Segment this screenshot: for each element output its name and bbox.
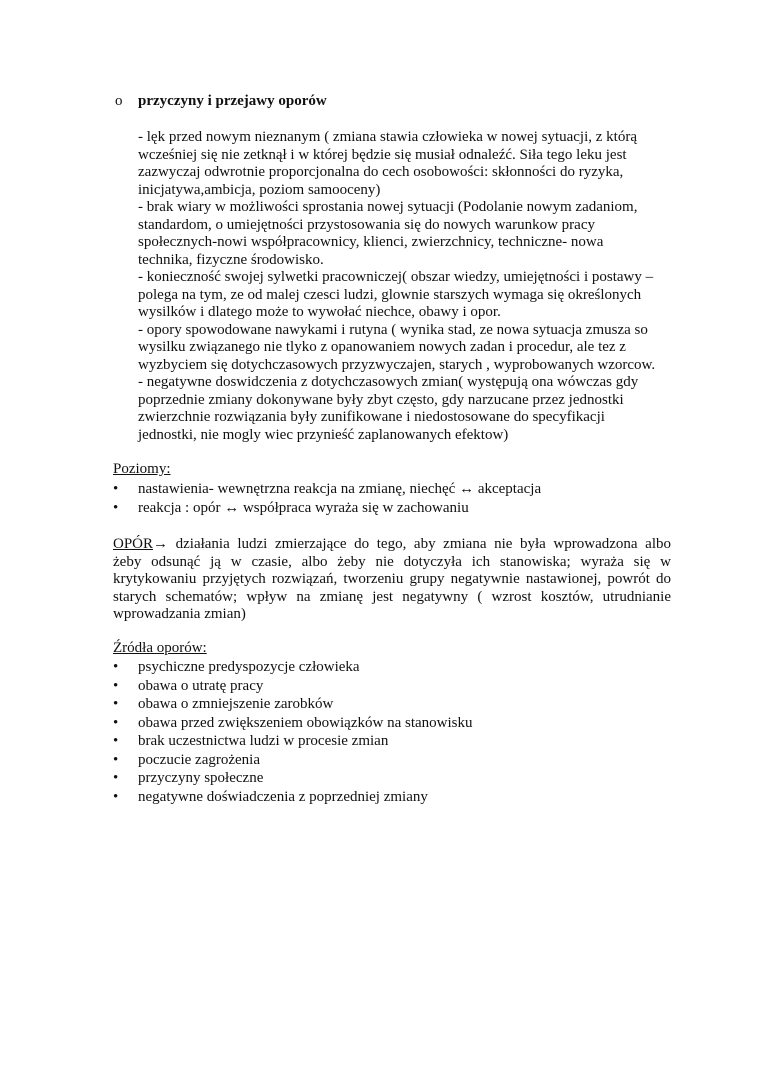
list-item — [113, 752, 472, 771]
outline-bullet: o — [115, 93, 123, 109]
paragraph-line: - negatywne doswidczenia z dotychczasowych zmian( występują ona wówczas gdy — [138, 374, 639, 390]
paragraph-line: zwierzchnie rozwiązania były zunifikowane i niedostosowane do specyfikacji — [138, 409, 605, 425]
list-item-text: obawa o zmniejszenie zarobków — [138, 696, 334, 712]
list-item — [113, 481, 541, 500]
right-arrow-icon: → — [153, 536, 169, 552]
definition-text: działania ludzi zmierzające do tego, aby zmiana nie była wprowadzona albo — [168, 536, 671, 552]
list-item — [113, 789, 472, 808]
list-item-text: negatywne doświadczenia z poprzedniej zmiany — [138, 788, 428, 805]
opor-definition — [113, 536, 671, 624]
causes-paragraph — [138, 129, 678, 444]
paragraph-line: wyzbyciem się dotychczasowych przyzwyczajen, starych , wyprobowanych wzorcow. — [138, 356, 656, 373]
bullet-dot: • — [113, 770, 119, 786]
paragraph-line: - konieczność swojej sylwetki pracowniczej( obszar wiedzy, umiejętności i postawy – — [138, 269, 654, 285]
list-item-text: przyczyny społeczne — [138, 770, 264, 786]
paragraph-line: - lęk przed nowym nieznanym ( zmiana stawia człowieka w nowej sytuacji, z którą — [138, 129, 637, 145]
paragraph-line: wysilku związanego nie tlyko z opanowaniem nowych zadan i procedur, ale tez z — [138, 339, 626, 355]
poziomy-title: Poziomy: — [113, 461, 171, 477]
list-item — [113, 733, 472, 752]
list-item — [113, 678, 472, 697]
paragraph-line: poprzednie zmiany dokonywane były zbyt często, gdy narzucane przez jednostki — [138, 391, 624, 408]
bullet-dot: • — [113, 733, 119, 749]
bullet-dot: • — [113, 481, 119, 497]
bullet-dot: • — [113, 696, 119, 712]
list-item-text: reakcja : opór ↔ współpraca wyraża się w zachowaniu — [138, 499, 469, 516]
section-heading: przyczyny i przejawy oporów — [138, 93, 327, 109]
definition-line — [113, 536, 671, 554]
zrodla-list — [113, 659, 472, 807]
bullet-dot: • — [113, 714, 119, 731]
bullet-dot: • — [113, 788, 119, 805]
paragraph-line: społecznych-nowi współpracownicy, klienci, zwierzchnicy, techniczne- nowa — [138, 234, 604, 250]
list-item-text: psychiczne predyspozycje człowieka — [138, 659, 360, 675]
bullet-dot: • — [113, 659, 119, 675]
paragraph-line: zazwyczaj odwrotnie proporcjonalna do cech osobowości: skłonności do ryzyka, — [138, 164, 624, 180]
bullet-dot: • — [113, 499, 119, 516]
definition-line: wprowadzania zmian) — [113, 606, 246, 622]
paragraph-line: technika, fizyczne środowisko. — [138, 251, 324, 268]
paragraph-line: inicjatywa,ambicja, poziom samooceny) — [138, 181, 381, 198]
definition-line: krytykowaniu przyjętych rozwiązań, tworzeniu grupy negatywnie nastawionej, powrót do — [113, 571, 671, 587]
paragraph-line: wysilków i dlatego może to wywołać niechce, obawy i opor. — [138, 304, 501, 320]
paragraph-line: - opory spowodowane nawykami i rutyna ( wynika stad, ze nowa sytuacja zmusza so — [138, 321, 648, 338]
list-item — [113, 696, 472, 715]
paragraph-line: standardom, o umiejętności przystosowania się do nowych warunkow pracy — [138, 216, 595, 233]
list-item — [113, 715, 472, 734]
list-item-text: obawa przed zwiększeniem obowiązków na stanowisku — [138, 714, 473, 731]
list-item-text: poczucie zagrożenia — [138, 751, 260, 768]
bullet-dot: • — [113, 751, 119, 768]
definition-line: starych schematów; wpływ na zmianę jest negatywny ( wzrost kosztów, utrudnianie — [113, 588, 671, 605]
zrodla-title: Źródła oporów: — [113, 640, 207, 656]
paragraph-line: polega na tym, ze od malej czesci ludzi, glownie starszych wymaga się określonych — [138, 286, 642, 303]
paragraph-line: jednostki, nie mogly wiec przynieść zaplanowanych efektow) — [138, 426, 509, 443]
list-item — [113, 770, 472, 789]
paragraph-line: - brak wiary w możliwości sprostania nowej sytuacji (Podolanie nowym zadaniom, — [138, 199, 638, 215]
opor-term: OPÓR — [113, 536, 154, 552]
paragraph-line: wcześniej się nie zetknął i w której będzie się musiał odnaleźć. Siła tego leku jest — [138, 146, 627, 163]
list-item-text: brak uczestnictwa ludzi w procesie zmian — [138, 733, 389, 749]
list-item — [113, 500, 541, 519]
poziomy-list — [113, 481, 541, 518]
list-item — [113, 659, 472, 678]
bullet-dot: • — [113, 677, 119, 694]
list-item-text: obawa o utratę pracy — [138, 677, 264, 694]
list-item-text: nastawienia- wewnętrzna reakcja na zmianę, niechęć ↔ akceptacja — [138, 481, 542, 497]
definition-line: żeby odsunąć ją w czasie, albo żeby nie dotyczyła ich stanowiska; wyraża się w — [113, 553, 671, 570]
